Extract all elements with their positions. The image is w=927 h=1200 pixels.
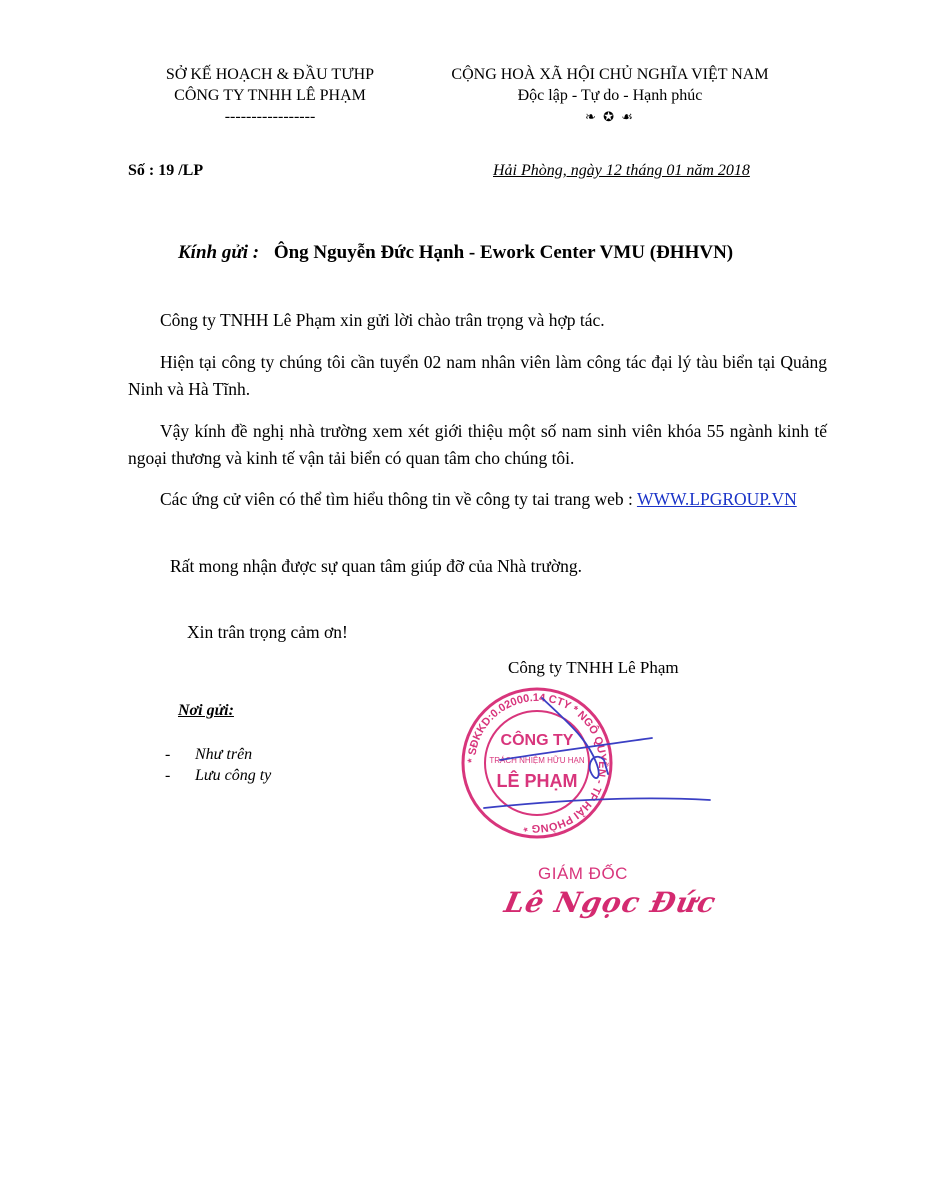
recipients-title: Nơi gửi:	[178, 702, 234, 719]
signing-company: Công ty TNHH Lê Phạm	[508, 658, 679, 677]
stamp-line-1: CÔNG TY	[500, 732, 574, 749]
list-item: - Lưu công ty	[165, 767, 272, 784]
closing-line: Rất mong nhận được sự quan tâm giúp đỡ của Nhà trường.	[170, 556, 582, 576]
place-date: Hải Phòng, ngày 12 tháng 01 năm 2018	[493, 162, 750, 179]
body-paragraph-4	[128, 486, 827, 513]
salutation	[178, 242, 733, 264]
department-name: SỞ KẾ HOẠCH & ĐẦU TƯHP	[165, 66, 375, 83]
recipients-list	[165, 744, 271, 786]
list-item: - Như trên	[165, 746, 253, 763]
header-divider: -----------------	[224, 108, 316, 125]
thanks-line: Xin trân trọng cảm ơn!	[187, 622, 348, 642]
stamp-ring-text: * SĐKKD:0.02000.14 CTY * NGÔ QUYỀN - TP HẢI PHÒNG *	[465, 691, 609, 835]
body-paragraph-3: Vậy kính đề nghị nhà trường xem xét giới thiệu một số nam sinh viên khóa 55 ngành kinh tế ngoại thương và kinh tế vận tải biển có quan tâm cho chúng tôi.	[128, 421, 827, 468]
stamp-line-3: LÊ PHẠM	[496, 771, 578, 791]
ornament-icon: ❧ ✪ ☙	[585, 109, 635, 124]
company-name: CÔNG TY TNHH LÊ PHẠM	[174, 87, 366, 104]
director-name: Lê Ngọc Đức	[501, 886, 720, 919]
header-right	[430, 64, 790, 127]
stamp-line-2: TRÁCH NHIỆM HỮU HẠN	[489, 756, 585, 765]
website-link[interactable]: WWW.LPGROUP.VN	[636, 489, 797, 509]
signature-scribble	[470, 690, 715, 810]
director-title: GIÁM ĐỐC	[538, 864, 628, 883]
national-motto: Độc lập - Tự do - Hạnh phúc	[517, 87, 703, 104]
body-paragraph-1: Công ty TNHH Lê Phạm xin gửi lời chào trân trọng và hợp tác.	[160, 310, 605, 330]
salutation-recipient: Ông Nguyễn Đức Hạnh - Ework Center VMU (ĐHHVN)	[273, 242, 734, 263]
country-name: CỘNG HOÀ XÃ HỘI CHỦ NGHĨA VIỆT NAM	[451, 66, 769, 83]
salutation-label: Kính gửi :	[178, 242, 260, 263]
body-paragraph-2: Hiện tại công ty chúng tôi cần tuyển 02 nam nhân viên làm công tác đại lý tàu biển tại Quảng Ninh và Hà Tĩnh.	[128, 352, 827, 399]
reference-number: Số : 19 /LP	[128, 162, 204, 179]
header-left	[150, 64, 390, 127]
website-intro: Các ứng cử viên có thể tìm hiểu thông tin về công ty tai trang web :	[160, 489, 633, 509]
